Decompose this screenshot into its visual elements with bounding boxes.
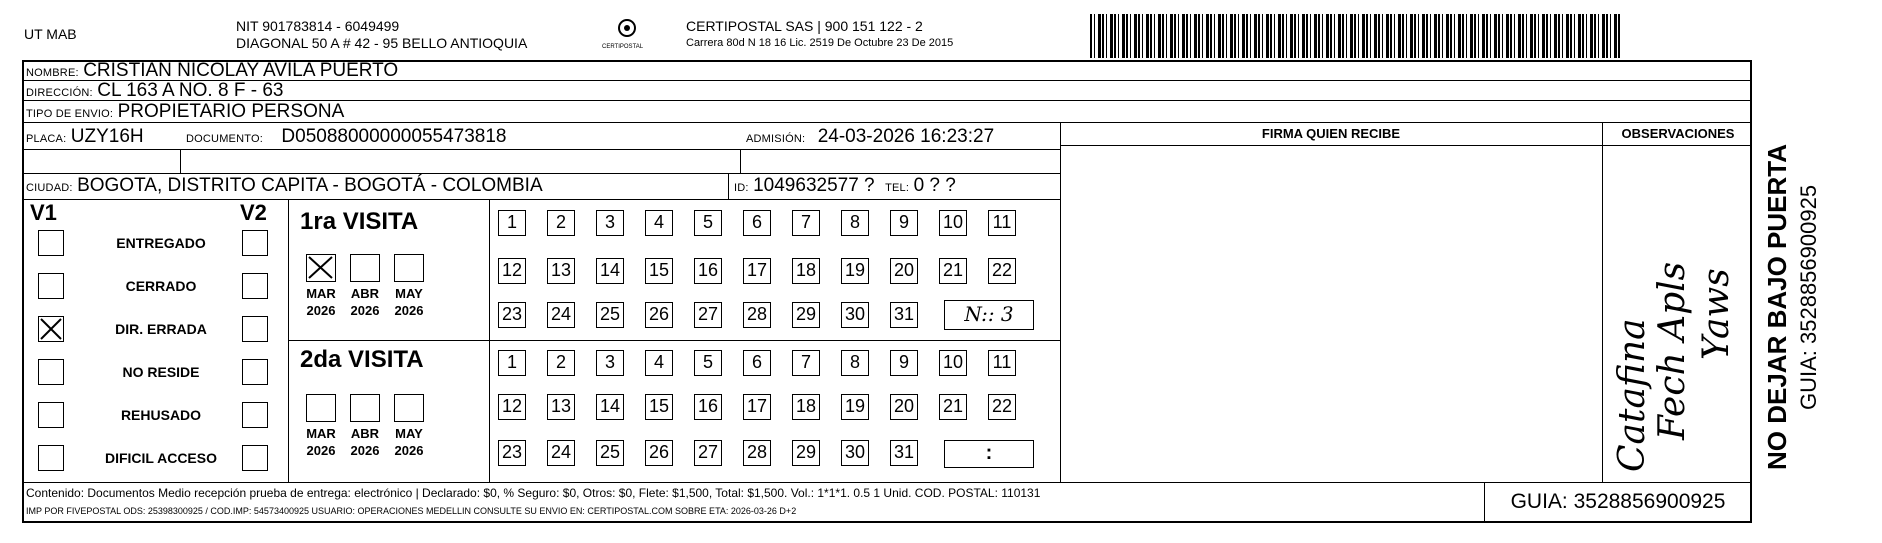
visit1-day-box[interactable]: 15 — [645, 258, 673, 284]
side-warning: NO DEJAR BAJO PUERTA — [1762, 143, 1792, 470]
admision-label: ADMISIÓN: — [746, 133, 806, 145]
visit1-day-box[interactable]: 26 — [645, 302, 673, 328]
v1-checkbox[interactable] — [38, 359, 64, 385]
visit2-day-box[interactable]: 12 — [498, 394, 526, 420]
v1-checkbox[interactable] — [38, 230, 64, 256]
id-row — [734, 175, 956, 197]
visit1-time-box[interactable]: N:: 3 — [944, 300, 1034, 330]
side-guia: GUIA: 3528856900925 — [1796, 184, 1821, 410]
visit2-day-box[interactable]: 9 — [890, 350, 918, 376]
v2-checkbox[interactable] — [242, 230, 268, 256]
carrier-address: Carrera 80d N 18 16 Lic. 2519 De Octubre 23 De 2015 — [686, 37, 954, 49]
visit1-day-box[interactable]: 3 — [596, 210, 624, 236]
status-label: CERRADO — [125, 278, 197, 294]
v2-checkbox[interactable] — [242, 445, 268, 471]
v2-label: V2 — [240, 200, 267, 225]
admision-row — [746, 126, 994, 148]
visit2-month-label: ABR — [350, 426, 380, 441]
handwriting-line-2: Fech Apls — [1652, 261, 1693, 440]
logo-text: CERTIPOSTAL — [602, 44, 644, 50]
tel-label: TEL: — [885, 182, 910, 194]
visit1-day-box[interactable]: 27 — [694, 302, 722, 328]
barcode — [1090, 14, 1620, 58]
visit1-day-box[interactable]: 6 — [743, 210, 771, 236]
visit2-day-box[interactable]: 5 — [694, 350, 722, 376]
footer-imp: IMP POR FIVEPOSTAL ODS: 25398300925 / COD.IMP: 54573400925 USUARIO: OPERACIONES MEDELLIN CONSULTE SU ENVIO EN: CERTIPOSTAL.COM SOBRE ETA: 2026-03-26 D+2 — [26, 506, 797, 516]
visit1-month-checkbox[interactable] — [394, 254, 424, 282]
visit2-day-box[interactable]: 21 — [939, 394, 967, 420]
admision-value: 24-03-2026 16:23:27 — [817, 126, 995, 147]
visit2-title: 2da VISITA — [300, 346, 424, 373]
status-label: DIR. ERRADA — [115, 321, 207, 337]
visit2-day-box[interactable]: 8 — [841, 350, 869, 376]
visit1-year-label: 2026 — [306, 303, 336, 318]
ciudad-row — [26, 175, 543, 197]
placa-label: PLACA: — [26, 133, 67, 145]
v1-checkbox[interactable] — [38, 273, 64, 299]
visit1-day-box[interactable]: 8 — [841, 210, 869, 236]
visit2-day-box[interactable]: 3 — [596, 350, 624, 376]
visit1-day-box[interactable]: 28 — [743, 302, 771, 328]
visit1-day-box[interactable]: 5 — [694, 210, 722, 236]
visit1-day-box[interactable]: 30 — [841, 302, 869, 328]
visit1-day-box[interactable]: 7 — [792, 210, 820, 236]
visit1-day-box[interactable]: 13 — [547, 258, 575, 284]
v1-checkbox[interactable] — [38, 402, 64, 428]
visit1-day-box[interactable]: 11 — [988, 210, 1016, 236]
visit1-day-box[interactable]: 2 — [547, 210, 575, 236]
visit2-day-box[interactable]: 7 — [792, 350, 820, 376]
visit1-day-box[interactable]: 14 — [596, 258, 624, 284]
visit1-month-checkbox[interactable] — [306, 254, 336, 282]
visit1-day-box[interactable]: 1 — [498, 210, 526, 236]
observations-header: OBSERVACIONES — [1621, 126, 1735, 141]
visit2-day-box[interactable]: 17 — [743, 394, 771, 420]
company-name: UT MAB — [24, 26, 77, 42]
visit1-day-box[interactable]: 24 — [547, 302, 575, 328]
visit2-day-box[interactable]: 29 — [792, 440, 820, 466]
status-label: DIFICIL ACCESO — [104, 450, 217, 466]
visit1-day-box[interactable]: 25 — [596, 302, 624, 328]
visit2-day-box[interactable]: 15 — [645, 394, 673, 420]
v1-checkbox[interactable] — [38, 445, 64, 471]
tel-value: 0 ? ? — [913, 175, 956, 196]
direccion-label: DIRECCIÓN: — [26, 87, 93, 99]
visit1-day-box[interactable]: 21 — [939, 258, 967, 284]
footer-contenido: Contenido: Documentos Medio recepción prueba de entrega: electrónico | Declarado: $0, % Seguro: $0, Otros: $0, Flete: $1,500, Total: $1,500. Vol.: 1*1*1. 0.5 1 Unid. COD. POSTAL: 110131 — [26, 486, 1041, 500]
visit2-day-box[interactable]: 11 — [988, 350, 1016, 376]
visit2-month-label: MAR — [306, 426, 336, 441]
visit2-month-checkbox[interactable] — [306, 394, 336, 422]
visit2-day-box[interactable]: 24 — [547, 440, 575, 466]
v1-checkbox[interactable] — [38, 316, 64, 342]
visit1-day-box[interactable]: 17 — [743, 258, 771, 284]
visit2-day-box[interactable]: 31 — [890, 440, 918, 466]
visit2-day-box[interactable]: 26 — [645, 440, 673, 466]
tipo-row — [26, 101, 344, 123]
tipo-value: PROPIETARIO PERSONA — [117, 101, 345, 122]
v2-checkbox[interactable] — [242, 359, 268, 385]
visit2-day-box[interactable]: 4 — [645, 350, 673, 376]
visit1-day-box[interactable]: 29 — [792, 302, 820, 328]
status-label: REHUSADO — [120, 407, 202, 423]
handwriting-line-3: Yaws — [1696, 268, 1737, 360]
visit1-year-label: 2026 — [394, 303, 424, 318]
visit2-month-label: MAY — [395, 426, 423, 441]
visit2-day-box[interactable]: 25 — [596, 440, 624, 466]
placa-value: UZY16H — [70, 126, 144, 147]
visit2-year-label: 2026 — [394, 443, 424, 458]
visit1-day-box[interactable]: 19 — [841, 258, 869, 284]
visit1-title: 1ra VISITA — [300, 208, 419, 235]
company-nit: NIT 901783814 - 6049499 — [236, 18, 400, 34]
visit1-month-label: ABR — [350, 286, 380, 301]
visit2-day-box[interactable]: 28 — [743, 440, 771, 466]
visit1-day-box[interactable]: 4 — [645, 210, 673, 236]
visit1-day-box[interactable]: 31 — [890, 302, 918, 328]
id-label: ID: — [734, 182, 749, 194]
visit2-day-box[interactable]: 13 — [547, 394, 575, 420]
documento-value: D05088000000055473818 — [281, 126, 507, 147]
visit1-month-checkbox[interactable] — [350, 254, 380, 282]
visit2-day-box[interactable]: 2 — [547, 350, 575, 376]
visit1-year-label: 2026 — [350, 303, 380, 318]
visit2-day-box[interactable]: 6 — [743, 350, 771, 376]
placa-row — [26, 126, 144, 148]
visit1-day-box[interactable]: 9 — [890, 210, 918, 236]
visit2-month-checkbox[interactable] — [350, 394, 380, 422]
visit1-month-label: MAR — [306, 286, 336, 301]
visit2-time-box[interactable]: : — [944, 440, 1034, 468]
status-label: ENTREGADO — [116, 235, 206, 251]
direccion-value: CL 163 A NO. 8 F - 63 — [97, 80, 284, 101]
visit1-day-box[interactable]: 10 — [939, 210, 967, 236]
v2-checkbox[interactable] — [242, 316, 268, 342]
visit1-day-box[interactable]: 20 — [890, 258, 918, 284]
v2-checkbox[interactable] — [242, 273, 268, 299]
nombre-value: CRISTIAN NICOLAY AVILA PUERTO — [83, 60, 399, 81]
tipo-label: TIPO DE ENVIO: — [26, 108, 114, 120]
visit2-day-box[interactable]: 22 — [988, 394, 1016, 420]
direccion-row — [26, 80, 283, 100]
footer-guia: GUIA: 3528856900925 — [1510, 490, 1726, 513]
visit1-day-box[interactable]: 22 — [988, 258, 1016, 284]
visit2-day-box[interactable]: 30 — [841, 440, 869, 466]
visit2-day-box[interactable]: 18 — [792, 394, 820, 420]
visit1-day-box[interactable]: 23 — [498, 302, 526, 328]
visit1-day-box[interactable]: 18 — [792, 258, 820, 284]
visit2-day-box[interactable]: 10 — [939, 350, 967, 376]
company-address: DIAGONAL 50 A # 42 - 95 BELLO ANTIOQUIA — [236, 35, 528, 51]
visit2-day-box[interactable]: 20 — [890, 394, 918, 420]
status-label: NO RESIDE — [122, 364, 200, 380]
signature-header: FIRMA QUIEN RECIBE — [1261, 126, 1401, 141]
visit2-day-box[interactable]: 23 — [498, 440, 526, 466]
signature-area[interactable] — [1060, 147, 1602, 482]
visit2-month-checkbox[interactable] — [394, 394, 424, 422]
visit1-month-label: MAY — [395, 286, 423, 301]
visit2-year-label: 2026 — [306, 443, 336, 458]
ciudad-value: BOGOTA, DISTRITO CAPITA - BOGOTÁ - COLOMBIA — [77, 175, 543, 196]
nombre-label: NOMBRE: — [26, 67, 79, 79]
visit2-day-box[interactable]: 19 — [841, 394, 869, 420]
documento-row — [186, 126, 506, 148]
v2-checkbox[interactable] — [242, 402, 268, 428]
visit1-day-box[interactable]: 16 — [694, 258, 722, 284]
visit2-day-box[interactable]: 1 — [498, 350, 526, 376]
visit2-day-box[interactable]: 27 — [694, 440, 722, 466]
documento-label: DOCUMENTO: — [186, 133, 263, 145]
visit2-day-box[interactable]: 16 — [694, 394, 722, 420]
visit2-year-label: 2026 — [350, 443, 380, 458]
visit1-day-box[interactable]: 12 — [498, 258, 526, 284]
carrier-name: CERTIPOSTAL SAS | 900 151 122 - 2 — [686, 18, 923, 34]
id-value: 1049632577 ? — [753, 175, 875, 196]
visit2-day-box[interactable]: 14 — [596, 394, 624, 420]
certipostal-logo-icon — [612, 18, 642, 42]
v1-label: V1 — [30, 200, 57, 225]
nombre-row — [26, 60, 398, 80]
handwriting-line-1: Catafina — [1612, 318, 1653, 472]
ciudad-label: CIUDAD: — [26, 182, 73, 194]
